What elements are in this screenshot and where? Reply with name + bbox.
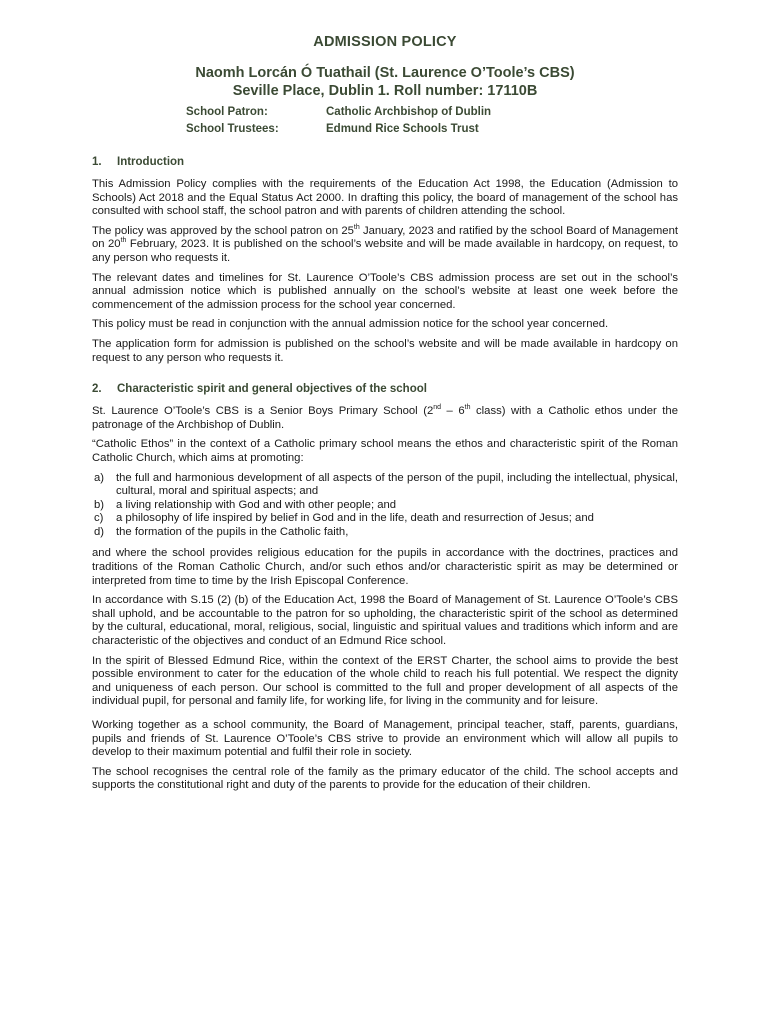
intro-paragraph-3: The relevant dates and timelines for St. Laurence O’Toole’s CBS admission process are set out in the school’s annual admission notice which is published annually on the school’s website at least one week before the commencement of the admission process for the school year concerned. (92, 271, 678, 311)
ethos-paragraph-5: In the spirit of Blessed Edmund Rice, within the context of the ERST Charter, the school aims to provide the best possible environment to cater for the education of the whole child to reach his full potential. We respect the dignity and uniqueness of each person. Our school is committed to the full and proper development of all aspects of the individual pupil, for personal and family life, for working life, for living in the community and for leisure. (92, 654, 678, 708)
ethos-p1-sup-2: th (464, 404, 471, 412)
intro-p2-part-c: February, 2023. It is published on the school’s website and will be made available in hardcopy, on request, to any person who requests it. (92, 238, 678, 264)
school-name: Naomh Lorcán Ó Tuathail (St. Laurence O’Toole’s CBS) (195, 65, 575, 81)
intro-p2-part-a: The policy was approved by the school patron on 25 (92, 224, 354, 237)
list-item (92, 512, 678, 526)
section-1-heading (92, 156, 678, 168)
list-item (92, 499, 678, 513)
list-marker: d) (94, 525, 105, 538)
patron-row (186, 104, 678, 121)
document-page (92, 34, 678, 799)
intro-paragraph-5: The application form for admission is published on the school’s website and will be made available in hardcopy on request to any person who requests it. (92, 337, 678, 364)
ethos-paragraph-1 (92, 405, 678, 432)
list-text: a philosophy of life inspired by belief in God and in the life, death and resurrection of Jesus; and (116, 512, 594, 525)
ethos-p1-part-c: class) with a Catholic ethos under the patronage of the Archbishop of Dublin. (92, 405, 678, 431)
ethos-p1-part-a: St. Laurence O’Toole’s CBS is a Senior Boys Primary School (2 (92, 405, 434, 418)
section-1-number: 1. (92, 156, 102, 168)
ethos-p1-sup-1: nd (433, 404, 442, 412)
intro-p2-sup-2: th (120, 237, 127, 245)
section-2-title: Characteristic spirit and general objectives of the school (117, 383, 427, 396)
intro-p2-part-b: January, 2023 and ratified by the school Board of Management on 20 (92, 224, 679, 251)
patron-value: Catholic Archbishop of Dublin (326, 106, 492, 118)
patron-label: School Patron: (186, 106, 268, 118)
ethos-paragraph-7: The school recognises the central role of the family as the primary educator of the child. The school accepts and supports the constitutional right and duty of the parents to provide for the education of their children. (92, 765, 678, 792)
section-2-heading (92, 383, 678, 395)
list-marker: a) (94, 471, 105, 484)
intro-paragraph-4: This policy must be read in conjunction with the annual admission notice for the school year concerned. (92, 318, 609, 331)
list-text: a living relationship with God and with other people; and (116, 498, 397, 511)
document-title: ADMISSION POLICY (313, 34, 457, 50)
section-2-number: 2. (92, 383, 102, 396)
list-item (92, 526, 678, 540)
ethos-paragraph-2: “Catholic Ethos” in the context of a Catholic primary school means the ethos and characteristic spirit of the Roman Catholic Church, which aims at promoting: (92, 438, 678, 464)
intro-paragraph-2 (92, 225, 678, 266)
ethos-paragraph-3: and where the school provides religious education for the pupils in accordance with the doctrines, practices and traditions of the Roman Catholic Church, and/or such ethos and/or characteristic spirit as may be determined or interpreted from time to time by the Irish Episcopal Conference. (92, 547, 678, 587)
ethos-aims-list (92, 472, 678, 540)
list-marker: c) (94, 512, 104, 525)
list-item (92, 472, 678, 499)
ethos-paragraph-4: In accordance with S.15 (2) (b) of the Education Act, 1998 the Board of Management of St. Laurence O’Toole’s CBS shall uphold, and be accountable to the patron for so upholding, the characteristic spirit of the school as determined by the cultural, educational, moral, religious, social, linguistic and spiritual values and traditions which inform and are characteristic of the objectives and conduct of an Edmund Rice school. (92, 594, 678, 648)
list-text: the formation of the pupils in the Catholic faith, (116, 525, 349, 538)
ethos-paragraph-6: Working together as a school community, the Board of Management, principal teacher, staff, parents, guardians, pupils and friends of St. Laurence O’Toole’s CBS strive to provide an environment which will allow all pupils to develop to their maximum potential and fulfil their role in society. (92, 719, 678, 759)
ethos-p1-part-b: – 6 (441, 405, 465, 418)
school-meta (186, 104, 678, 138)
trustees-row (186, 121, 678, 138)
intro-paragraph-1: This Admission Policy complies with the requirements of the Education Act 1998, the Education (Admission to Schools) Act 2018 and the Equal Status Act 2000. In drafting this policy, the board of management of the school has consulted with school staff, the school patron and with parents of children attending the school. (92, 178, 678, 218)
intro-p2-sup-1: th (353, 224, 360, 232)
list-marker: b) (94, 498, 105, 511)
trustees-label: School Trustees: (186, 123, 279, 135)
section-1-title: Introduction (117, 156, 185, 168)
list-text: the full and harmonious development of all aspects of the person of the pupil, including the intellectual, physical, cultural, moral and spiritual aspects; and (116, 471, 678, 498)
school-address: Seville Place, Dublin 1. Roll number: 17110B (232, 83, 538, 99)
trustees-value: Edmund Rice Schools Trust (326, 123, 479, 135)
